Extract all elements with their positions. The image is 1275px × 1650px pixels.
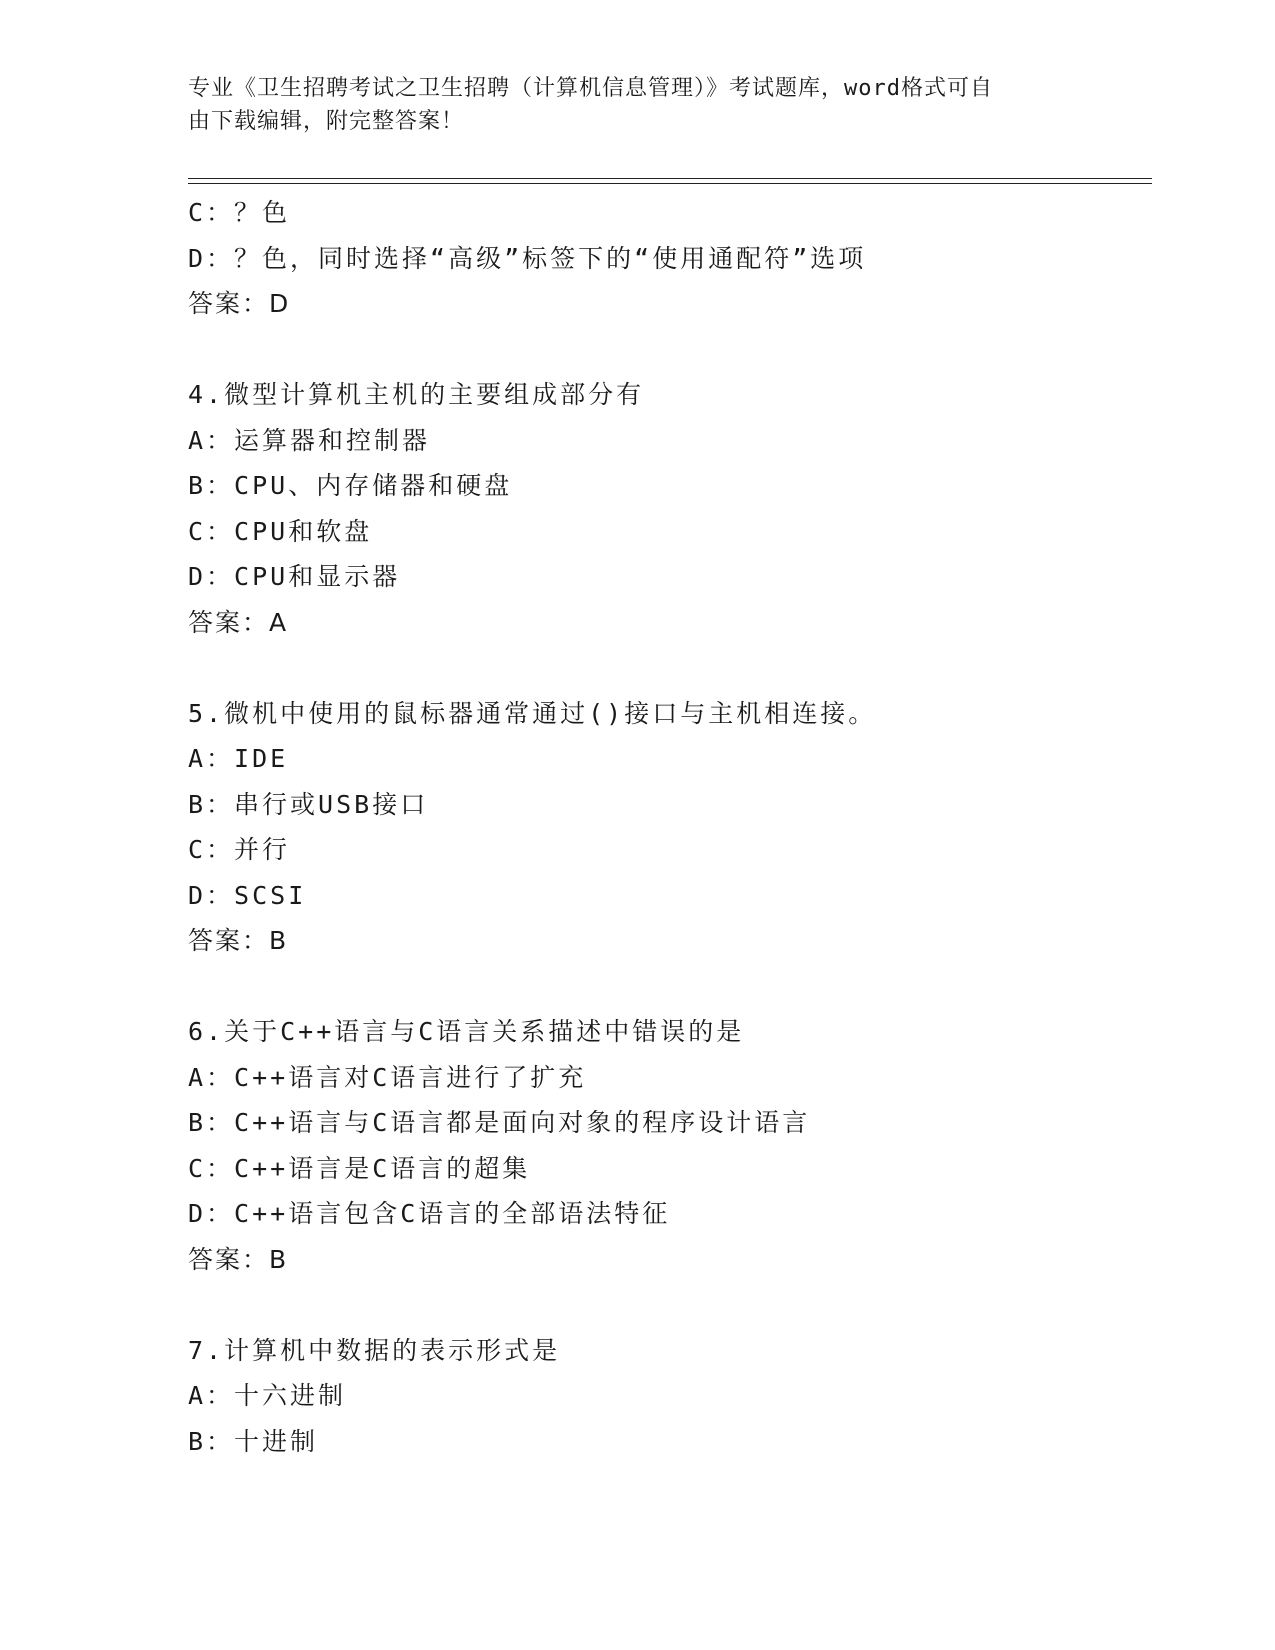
option-d: D：SCSI: [188, 880, 307, 910]
question-stem: 4.微型计算机主机的主要组成部分有: [188, 380, 645, 409]
question-7: [188, 1328, 1152, 1465]
question-5: [188, 691, 1152, 964]
option-b: B：十进制: [188, 1426, 319, 1456]
option-a: A：运算器和控制器: [188, 425, 431, 455]
header-line-1: 专业《卫生招聘考试之卫生招聘（计算机信息管理）》考试题库，word格式可自: [188, 76, 993, 101]
header-divider-top: [188, 178, 1152, 179]
question-list: [188, 190, 1152, 1464]
header-line-2: 由下载编辑，附完整答案！: [188, 109, 465, 134]
option-c: C：CPU和软盘: [188, 516, 373, 546]
answer-line: 答案：D: [188, 289, 291, 318]
spacer: [188, 964, 1152, 1010]
option-c: C：C++语言是C语言的超集: [188, 1153, 531, 1183]
option-d: D：C++语言包含C语言的全部语法特征: [188, 1199, 671, 1228]
document-header: [188, 72, 1088, 138]
question-3-continued: [188, 190, 1152, 327]
option-a: A：十六进制: [188, 1381, 347, 1410]
answer-line: 答案：B: [188, 1244, 289, 1274]
answer-line: 答案：A: [188, 607, 289, 637]
question-stem: 6.关于C++语言与C语言关系描述中错误的是: [188, 1017, 745, 1046]
option-b: B：C++语言与C语言都是面向对象的程序设计语言: [188, 1108, 811, 1137]
option-d: D：？色，同时选择“高级”标签下的“使用通配符”选项: [188, 243, 867, 273]
option-d: D：CPU和显示器: [188, 562, 401, 591]
spacer: [188, 327, 1152, 373]
option-b: B：串行或USB接口: [188, 789, 429, 819]
option-b: B：CPU、内存储器和硬盘: [188, 471, 513, 500]
option-a: A：C++语言对C语言进行了扩充: [188, 1062, 587, 1092]
question-4: [188, 372, 1152, 645]
spacer: [188, 1282, 1152, 1328]
answer-line: 答案：B: [188, 926, 289, 955]
header-divider-bottom: [188, 183, 1152, 184]
option-a: A：IDE: [188, 744, 289, 773]
spacer: [188, 645, 1152, 691]
option-c: C：？色: [188, 198, 291, 227]
option-c: C：并行: [188, 835, 291, 864]
question-stem: 7.计算机中数据的表示形式是: [188, 1335, 561, 1365]
question-stem: 5.微机中使用的鼠标器通常通过()接口与主机相连接。: [188, 698, 877, 728]
question-6: [188, 1009, 1152, 1282]
